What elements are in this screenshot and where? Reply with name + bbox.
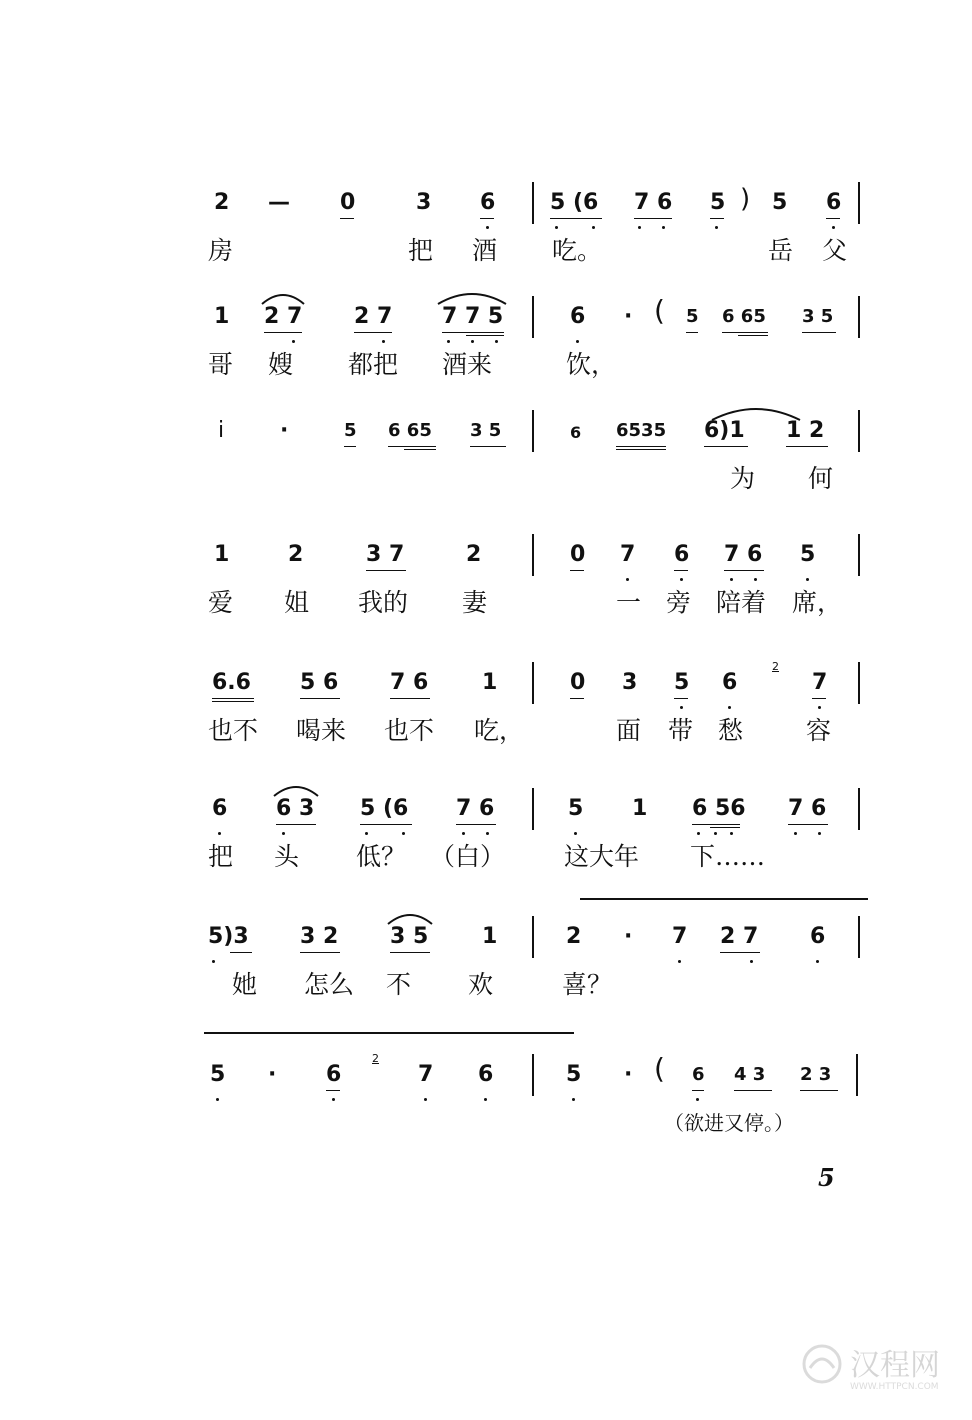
note: · (268, 1062, 277, 1087)
score-system-5 (200, 656, 870, 766)
low-dot (592, 226, 595, 229)
note: 6.6 (212, 670, 251, 695)
note: 5 6 (300, 670, 339, 695)
underline (826, 218, 840, 219)
note: 3 7 (366, 542, 405, 567)
underline (300, 698, 340, 699)
low-dot (626, 578, 629, 581)
note: · (624, 304, 633, 329)
low-dot (730, 578, 733, 581)
underline (388, 446, 436, 447)
lyric: 爱 (208, 588, 234, 617)
underline (466, 335, 504, 336)
note: 7 6 (634, 190, 673, 215)
barline (532, 534, 534, 576)
note: 0 (570, 670, 586, 695)
barline (858, 916, 860, 958)
note: 6 (692, 1064, 705, 1085)
note: 5 (210, 1062, 226, 1087)
low-dot (486, 226, 489, 229)
note: 5 (6 (550, 190, 599, 215)
low-dot (818, 706, 821, 709)
note: 7 6 (456, 796, 495, 821)
lyric: 下…… (690, 842, 766, 871)
low-dot (678, 960, 681, 963)
lyric: 席， (792, 588, 843, 617)
underline (692, 824, 740, 825)
note: · (280, 418, 289, 443)
note: 6 (722, 670, 738, 695)
score-system-8 (200, 1048, 870, 1158)
note: 7 (418, 1062, 434, 1087)
low-dot (794, 832, 797, 835)
barline (858, 182, 860, 224)
note: 5)3 (208, 924, 249, 949)
lyric: 姐 (284, 588, 310, 617)
low-dot (486, 832, 489, 835)
note: 6 (674, 542, 690, 567)
note: 2 (772, 660, 779, 673)
note: 2 (214, 190, 230, 215)
underline (470, 446, 506, 447)
underline (264, 332, 302, 333)
note: 4 3 (734, 1064, 766, 1085)
note: 6 65 (722, 306, 766, 327)
underline (686, 332, 698, 333)
low-dot (424, 1098, 427, 1101)
note: 5 (568, 796, 584, 821)
low-dot (696, 1098, 699, 1101)
lyric: 吃。 (552, 236, 603, 265)
lyric: 一 (616, 588, 642, 617)
lyric: 何 (808, 464, 834, 493)
low-dot (730, 832, 733, 835)
low-dot (754, 578, 757, 581)
note: 7 7 5 (442, 304, 504, 329)
underline (738, 335, 768, 336)
underline (674, 698, 688, 699)
lyric: 饮， (566, 350, 617, 379)
low-dot (212, 960, 215, 963)
lyric: 也不 (208, 716, 259, 745)
underline (722, 332, 768, 333)
note: 7 (672, 924, 688, 949)
note: · (624, 924, 633, 949)
underline (404, 449, 436, 450)
barline (532, 662, 534, 704)
underline (456, 824, 496, 825)
note: 3 5 (802, 306, 834, 327)
underline (704, 446, 748, 447)
note: 6 (570, 304, 586, 329)
low-dot (715, 226, 718, 229)
note: 5 (686, 306, 699, 327)
low-dot (638, 226, 641, 229)
tie-line (580, 898, 868, 900)
lyric: 喝来 (296, 716, 347, 745)
underline (354, 332, 392, 333)
lyric: 我的 (358, 588, 409, 617)
note: 5 (674, 670, 690, 695)
underline (340, 218, 354, 219)
note: 1 (482, 670, 498, 695)
low-dot (292, 340, 295, 343)
barline (532, 1054, 534, 1096)
lyric: 妻 (462, 588, 488, 617)
barline (532, 296, 534, 338)
watermark-brand: 汉程网 (850, 1348, 940, 1383)
note: 2 (288, 542, 304, 567)
lyric: 她 (232, 970, 258, 999)
lyric: 吃， (474, 716, 525, 745)
note: 6)1 (704, 418, 745, 443)
underline (720, 952, 760, 953)
watermark-url: WWW.HTTPCN.COM (850, 1382, 939, 1392)
lyric: 喜？ (562, 970, 613, 999)
underline (390, 698, 430, 699)
lyric: 不 (386, 970, 412, 999)
underline (550, 218, 602, 219)
underline (570, 570, 584, 571)
note: 6 (570, 423, 582, 442)
lyric: 酒 (472, 236, 498, 265)
barline (532, 182, 534, 224)
note: 6 (810, 924, 826, 949)
note: 6 56 (692, 796, 746, 821)
underline (812, 698, 826, 699)
underline (710, 827, 740, 828)
lyric: 陪着 (716, 588, 767, 617)
lyric: （欲进又停。） (664, 1111, 794, 1135)
note: 3 (416, 190, 432, 215)
note: 5 (710, 190, 726, 215)
note: 7 (812, 670, 828, 695)
underline (212, 701, 254, 702)
barline (858, 662, 860, 704)
underline (570, 698, 584, 699)
low-dot (365, 832, 368, 835)
note: 3 5 (390, 924, 429, 949)
low-dot (447, 340, 450, 343)
underline (230, 952, 252, 953)
note: 2 7 (264, 304, 303, 329)
note: 1 (482, 924, 498, 949)
note: — (268, 190, 290, 215)
lyric: 低？ (356, 842, 407, 871)
note: ) (740, 184, 751, 214)
underline (734, 1090, 772, 1091)
barline (858, 410, 860, 452)
underline (344, 446, 356, 447)
lyric: 岳 (768, 236, 794, 265)
low-dot (555, 226, 558, 229)
note: 2 7 (720, 924, 759, 949)
brand-logo-icon (800, 1342, 844, 1386)
underline (788, 824, 828, 825)
underline (786, 446, 828, 447)
lyric: 面 (616, 716, 642, 745)
score-system-1 (200, 176, 870, 286)
note: 2 7 (354, 304, 393, 329)
low-dot (216, 1098, 219, 1101)
low-dot (402, 832, 405, 835)
low-dot (818, 832, 821, 835)
low-dot (218, 832, 221, 835)
note: 1 (214, 304, 230, 329)
note: 5 (772, 190, 788, 215)
underline (390, 952, 430, 953)
lyric: 父 (822, 236, 848, 265)
underline (366, 570, 406, 571)
lyric: 房 (208, 236, 234, 265)
underline (616, 449, 666, 450)
low-dot (680, 706, 683, 709)
note: ( (654, 1052, 665, 1085)
lyric: 容 (806, 716, 832, 745)
note: 7 6 (724, 542, 763, 567)
underline (674, 570, 688, 571)
underline (634, 218, 672, 219)
low-dot (282, 832, 285, 835)
lyric: 哥 (208, 350, 234, 379)
low-dot (728, 706, 731, 709)
lyric: 嫂 (268, 350, 294, 379)
underline (480, 218, 494, 219)
low-dot (462, 832, 465, 835)
lyric: 带 (668, 716, 694, 745)
lyric: 欢 (468, 970, 494, 999)
note: i (218, 418, 225, 443)
lyric: 都把 (348, 350, 399, 379)
low-dot (714, 832, 717, 835)
note: 6 (480, 190, 496, 215)
underline (692, 1090, 704, 1091)
low-dot (750, 960, 753, 963)
note: 7 (620, 542, 636, 567)
low-dot (697, 832, 700, 835)
lyric: 旁 (666, 588, 692, 617)
barline (532, 788, 534, 830)
note: 3 (622, 670, 638, 695)
lyric: 把 (408, 236, 434, 265)
score-system-3 (200, 404, 870, 514)
underline (360, 824, 412, 825)
underline (710, 218, 724, 219)
low-dot (572, 1098, 575, 1101)
low-dot (382, 340, 385, 343)
score-system-2 (200, 290, 870, 400)
note: 6 65 (388, 420, 432, 441)
note: 6535 (616, 420, 667, 441)
barline (858, 296, 860, 338)
note: 6 (826, 190, 842, 215)
note: 5 (800, 542, 816, 567)
low-dot (484, 1098, 487, 1101)
note: 7 6 (390, 670, 429, 695)
note: ( (654, 294, 665, 327)
note: 1 2 (786, 418, 825, 443)
low-dot (495, 340, 498, 343)
underline (276, 824, 316, 825)
lyric: （白） (430, 842, 506, 871)
underline (724, 570, 764, 571)
score-system-6 (200, 782, 870, 892)
note: 6 (212, 796, 228, 821)
note: 6 (326, 1062, 342, 1087)
tie-line (204, 1032, 574, 1034)
barline (858, 534, 860, 576)
lyric: 酒来 (442, 350, 493, 379)
underline (800, 1090, 838, 1091)
low-dot (332, 1098, 335, 1101)
barline (856, 1054, 858, 1096)
note: 3 2 (300, 924, 339, 949)
low-dot (576, 340, 579, 343)
note: 5 (344, 420, 357, 441)
watermark (790, 1330, 960, 1410)
barline (532, 916, 534, 958)
note: 5 (566, 1062, 582, 1087)
note: 1 (214, 542, 230, 567)
score-system-4 (200, 528, 870, 638)
lyric: 怎么 (304, 970, 355, 999)
note: 2 (372, 1052, 379, 1065)
underline (326, 1090, 340, 1091)
score-system-7 (200, 910, 870, 1020)
note: 0 (340, 190, 356, 215)
underline (802, 332, 836, 333)
low-dot (680, 578, 683, 581)
note: 2 3 (800, 1064, 832, 1085)
note: 7 6 (788, 796, 827, 821)
lyric: 头 (274, 842, 300, 871)
note: 2 (466, 542, 482, 567)
lyric: 把 (208, 842, 234, 871)
barline (532, 410, 534, 452)
underline (212, 698, 254, 699)
low-dot (806, 578, 809, 581)
note: 6 3 (276, 796, 315, 821)
note: 1 (632, 796, 648, 821)
barline (858, 788, 860, 830)
note: 2 (566, 924, 582, 949)
note: 6 (478, 1062, 494, 1087)
lyric: 这大年 (564, 842, 640, 871)
low-dot (832, 226, 835, 229)
note: 0 (570, 542, 586, 567)
note: 5 (6 (360, 796, 409, 821)
underline (442, 332, 504, 333)
low-dot (471, 340, 474, 343)
note: · (624, 1062, 633, 1087)
underline (300, 952, 340, 953)
low-dot (816, 960, 819, 963)
lyric: 愁 (718, 716, 744, 745)
note: 3 5 (470, 420, 502, 441)
lyric: 为 (730, 464, 756, 493)
underline (616, 446, 666, 447)
low-dot (662, 226, 665, 229)
lyric: 也不 (384, 716, 435, 745)
low-dot (574, 832, 577, 835)
page-number: 5 (818, 1163, 835, 1192)
